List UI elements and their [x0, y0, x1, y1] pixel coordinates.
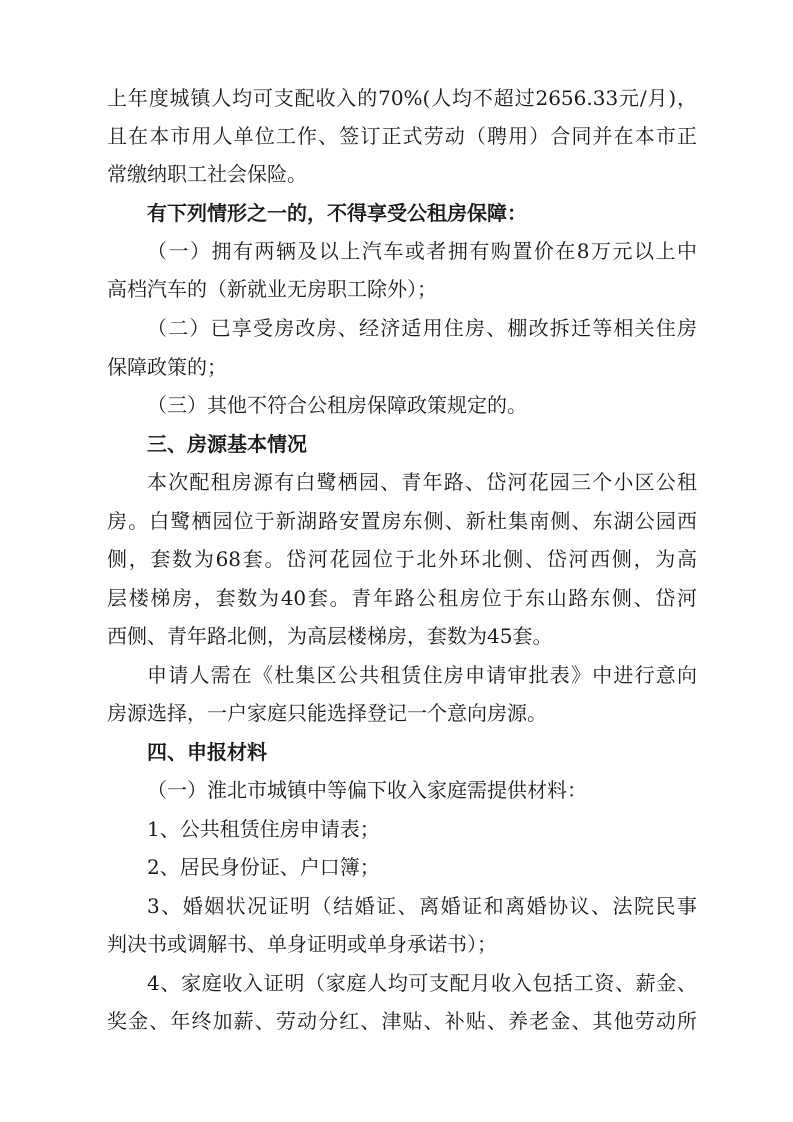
list-item-text: 判决书或调解书、单身证明或单身承诺书）；: [107, 932, 497, 956]
text-line: [0, 925, 793, 963]
text-line: [0, 79, 793, 117]
text-line: [0, 155, 793, 193]
paragraph-text: 且在本市用人单位工作、签订正式劳动（聘用）合同并在本市正: [107, 124, 697, 148]
list-item-text: 4、家庭收入证明（家庭人均可支配月收入包括工资、薪金、: [147, 971, 697, 995]
text-line: [0, 1002, 793, 1040]
text-line: [0, 386, 793, 424]
text-line: [0, 309, 793, 347]
text-line: [0, 194, 793, 232]
paragraph-text: （一）淮北市城镇中等偏下收入家庭需提供材料：: [147, 778, 587, 802]
text-line: [0, 848, 793, 886]
text-line: [0, 810, 793, 848]
paragraph-text: 保障政策的；: [107, 355, 227, 379]
paragraph-text: 层楼梯房，套数为40套。青年路公租房位于东山路东侧、岱河: [107, 586, 697, 610]
list-item-text: 3、婚姻状况证明（结婚证、离婚证和离婚协议、法院民事: [147, 894, 697, 918]
text-line: [0, 656, 793, 694]
paragraph-text: 高档汽车的（新就业无房职工除外）；: [107, 277, 437, 301]
list-item-text: 2、居民身份证、户口簿；: [147, 855, 380, 879]
paragraph-text: 房源选择，一户家庭只能选择登记一个意向房源。: [107, 701, 547, 725]
text-line: [0, 540, 793, 578]
paragraph-text: 常缴纳职工社会保险。: [107, 162, 307, 186]
text-line: [0, 270, 793, 308]
text-line: [0, 348, 793, 386]
paragraph-text: 上年度城镇人均可支配收入的70%(人均不超过2656.33元/月)，: [107, 86, 697, 110]
text-line: [0, 617, 793, 655]
text-line: [0, 502, 793, 540]
paragraph-text: （一）拥有两辆及以上汽车或者拥有购置价在8万元以上中: [147, 239, 697, 263]
paragraph-text: 西侧、青年路北侧，为高层楼梯房，套数为45套。: [107, 624, 553, 648]
paragraph-text: 房。白鹭栖园位于新湖路安置房东侧、新杜集南侧、东湖公园西: [107, 509, 697, 533]
text-line: [0, 425, 793, 463]
bold-heading: 有下列情形之一的，不得享受公租房保障：: [147, 201, 527, 225]
paragraph-text: 申请人需在《杜集区公共租赁住房申请审批表》中进行意向: [147, 663, 697, 687]
list-item-text: 1、公共租赁住房申请表；: [147, 817, 380, 841]
text-line: [0, 694, 793, 732]
section-heading: 三、房源基本情况: [147, 432, 307, 456]
text-line: [0, 232, 793, 270]
text-line: [0, 463, 793, 501]
paragraph-text: （三）其他不符合公租房保障政策规定的。: [147, 393, 527, 417]
paragraph-text: （二）已享受房改房、经济适用住房、棚改拆迁等相关住房: [147, 316, 697, 340]
text-line: [0, 964, 793, 1002]
text-line: [0, 887, 793, 925]
text-line: [0, 117, 793, 155]
paragraph-text: 侧，套数为68套。岱河花园位于北外环北侧、岱河西侧，为高: [107, 547, 697, 571]
text-line: [0, 771, 793, 809]
section-heading: 四、申报材料: [147, 740, 267, 764]
text-line: [0, 733, 793, 771]
list-item-text: 奖金、年终加薪、劳动分红、津贴、补贴、养老金、其他劳动所: [107, 1009, 697, 1033]
paragraph-text: 本次配租房源有白鹭栖园、青年路、岱河花园三个小区公租: [147, 470, 697, 494]
text-line: [0, 579, 793, 617]
